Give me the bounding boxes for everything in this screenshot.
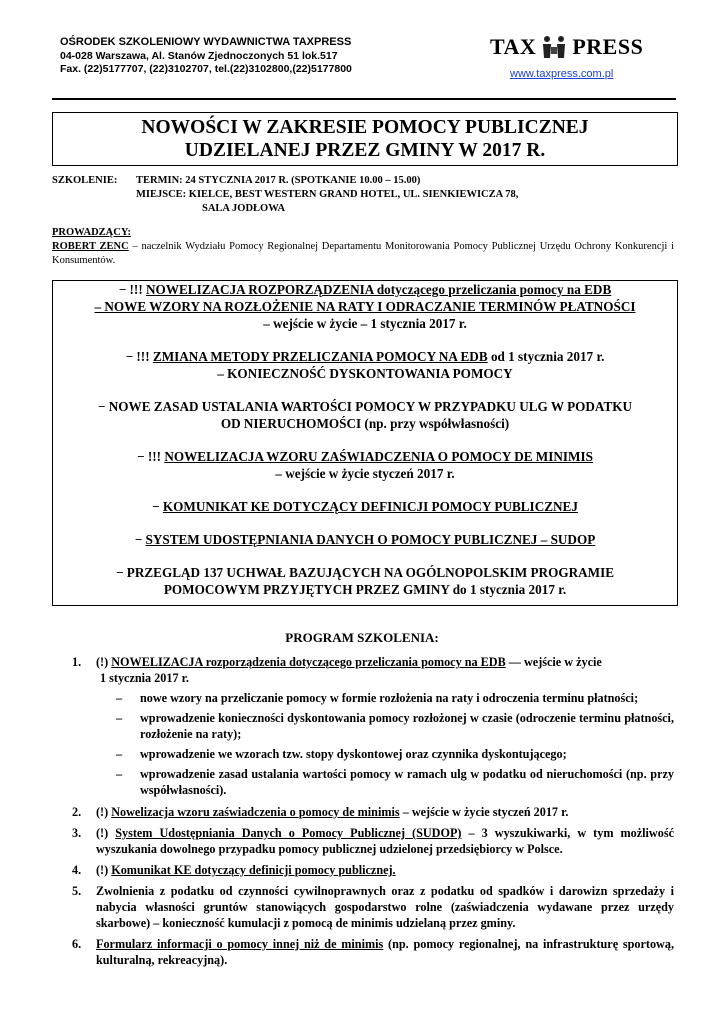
list-item-title: NOWELIZACJA rozporządzenia dotyczącego przeliczania pomocy na EDB (111, 655, 506, 669)
taxpress-logo (490, 34, 643, 60)
highlight-7-line-2: POMOCOWYM PRZYJĘTYCH PRZEZ GMINY do 1 stycznia 2017 r. (163, 582, 567, 597)
list-item-prefix: (!) (96, 805, 112, 819)
list-item-number: 1. (72, 655, 82, 669)
list-item (52, 825, 674, 857)
highlight-4-line-2: – wejście w życie styczeń 2017 r. (275, 466, 455, 481)
logo-emblem-icon (539, 34, 569, 60)
list-item-number: 4. (72, 863, 82, 877)
highlight-2-prefix: − !!! (125, 349, 153, 364)
meta-termin: TERMIN: 24 STYCZNIA 2017 R. (SPOTKANIE 10.00 – 15.00) (136, 175, 421, 186)
meta-miejsce: MIEJSCE: KIELCE, BEST WESTERN GRAND HOTEL, UL. SIENKIEWICZA 78, (136, 189, 519, 200)
list-item-number: 2. (72, 805, 82, 819)
list-item-number: 3. (72, 826, 82, 840)
sub-item-dash: – (116, 767, 123, 781)
title-box (52, 112, 678, 166)
highlight-5-prefix: − (152, 499, 163, 514)
org-address: 04-028 Warszawa, Al. Stanów Zjednoczonych 51 lok.517 (60, 49, 338, 62)
highlight-4-title: NOWELIZACJA WZORU ZAŚWIADCZENIA O POMOCY DE MINIMIS (164, 449, 593, 464)
website-link[interactable]: www.taxpress.com.pl (510, 68, 614, 80)
highlight-1-line-3: – wejście w życie – 1 stycznia 2017 r. (263, 316, 467, 331)
sub-item (52, 766, 674, 798)
logo-text-left: TAX (490, 34, 537, 59)
meta-label: SZKOLENIE: (52, 175, 118, 186)
list-item-prefix: (!) (96, 826, 116, 840)
highlight-7 (53, 564, 677, 598)
header-divider (52, 98, 676, 100)
program-heading: PROGRAM SZKOLENIA: (285, 630, 439, 645)
highlight-2 (53, 348, 677, 382)
sub-item (52, 746, 674, 762)
highlight-2-suffix: od 1 stycznia 2017 r. (487, 349, 605, 364)
list-item-prefix: (!) (96, 655, 112, 669)
list-item-number: 6. (72, 937, 82, 951)
highlight-7-line-1: − PRZEGLĄD 137 UCHWAŁ BAZUJĄCYCH NA OGÓLNOPOLSKIM PROGRAMIE (115, 565, 615, 580)
list-item (52, 936, 674, 968)
trainer-heading: PROWADZĄCY: (52, 227, 131, 238)
trainer-name: ROBERT ZENC (52, 241, 129, 252)
org-name: OŚRODEK SZKOLENIOWY WYDAWNICTWA TAXPRESS (60, 36, 352, 48)
highlight-1 (53, 281, 677, 332)
highlight-6 (53, 531, 677, 548)
trainer-section (52, 226, 674, 268)
list-item-title: Nowelizacja wzoru zaświadczenia o pomocy de minimis (111, 805, 400, 819)
meta-sala: SALA JODŁOWA (202, 203, 286, 214)
highlight-3 (53, 398, 677, 432)
highlight-1-title: NOWELIZACJA ROZPORZĄDZENIA dotyczącego przeliczania pomocy na EDB (146, 282, 612, 297)
list-item-line-2: 1 stycznia 2017 r. (100, 671, 189, 685)
sub-item-text: nowe wzory na przeliczanie pomocy w formie rozłożenia na raty i odroczenia terminu płatności; (140, 691, 639, 705)
sub-item (52, 710, 674, 742)
list-item (52, 862, 674, 878)
list-item (52, 654, 674, 686)
highlight-4-prefix: − !!! (137, 449, 165, 464)
list-item-title: Komunikat KE dotyczący definicji pomocy publicznej. (111, 863, 396, 877)
list-item-number: 5. (72, 884, 82, 898)
list-item (52, 804, 674, 820)
highlight-4 (53, 448, 677, 482)
sub-item-dash: – (116, 691, 123, 705)
logo-text-right: PRESS (572, 34, 644, 59)
sub-item-text: wprowadzenie zasad ustalania wartości pomocy w ramach ulg w podatku od nieruchomości (np. przy współwłasności). (140, 767, 674, 797)
list-item-text: Zwolnienia z podatku od czynności cywilnoprawnych oraz z podatku od spadków i darowizn sprzedaży i nabycia własności gruntów stanowiących gospodarstwo rolne (zaświadczenia wydawane przez urzędy skarbowe) – konieczność kumulacji z pomocą de minimis udzielaną przez gminy. (96, 884, 674, 930)
org-contact: Fax. (22)5177707, (22)3102707, tel.(22)3102800,(22)5177800 (60, 63, 352, 75)
sub-item-dash: – (116, 747, 123, 761)
list-item (52, 883, 674, 931)
title-line-2: UDZIELANEJ PRZEZ GMINY W 2017 R. (184, 140, 546, 161)
sub-item-text: wprowadzenie konieczności dyskontowania pomocy rozłożonej w czasie (odroczenie terminu płatności, rozłożenie na raty); (140, 711, 674, 741)
sub-item (52, 690, 674, 706)
list-item-title: System Udostępniania Danych o Pomocy Publicznej (SUDOP) (115, 826, 462, 840)
highlight-2-line-2: – KONIECZNOŚĆ DYSKONTOWANIA POMOCY (217, 366, 513, 381)
title-line-1: NOWOŚCI W ZAKRESIE POMOCY PUBLICZNEJ (141, 117, 589, 138)
highlight-6-prefix: − (134, 532, 146, 547)
list-item-suffix: (np. pomocy regionalnej, na infrastrukturę sportową, kulturalną, rekreacyjną). (96, 937, 674, 967)
highlight-5-title: KOMUNIKAT KE DOTYCZĄCY DEFINICJI POMOCY PUBLICZNEJ (162, 499, 578, 514)
highlight-1-line-2: – NOWE WZORY NA ROZŁOŻENIE NA RATY I ODRACZANIE TERMINÓW PŁATNOŚCI (94, 299, 636, 314)
sub-item-text: wprowadzenie we wzorach tzw. stopy dyskontowej oraz czynnika dyskontującego; (140, 747, 567, 761)
highlight-1-prefix: − !!! (118, 282, 147, 297)
highlight-5 (53, 498, 677, 515)
list-item-prefix: (!) (96, 863, 112, 877)
list-item-title: Formularz informacji o pomocy innej niż de minimis (96, 937, 384, 951)
highlight-2-title: ZMIANA METODY PRZELICZANIA POMOCY NA EDB (152, 349, 488, 364)
header-block (60, 36, 352, 77)
trainer-role: – naczelnik Wydziału Pomocy Regionalnej Departamentu Monitorowania Pomocy Publicznej Urzędu Ochrony Konkurencji i Konsumentów. (52, 241, 674, 266)
highlights-box (52, 280, 678, 606)
list-item-suffix: – 3 wyszukiwarki, w tym możliwość wyszukania dowolnego przypadku pomocy publicznej udzielonej przedsiębiorcy w Polsce. (96, 826, 674, 856)
highlight-3-line-1: − NOWE ZASAD USTALANIA WARTOŚCI POMOCY W PRZYPADKU ULG W PODATKU (97, 399, 633, 414)
list-item-suffix: — wejście w życie (505, 655, 602, 669)
sub-item-dash: – (116, 711, 123, 725)
program-list (52, 654, 674, 973)
highlight-3-line-2: OD NIERUCHOMOŚCI (np. przy współwłasności) (220, 416, 510, 431)
highlight-6-title: SYSTEM UDOSTĘPNIANIA DANYCH O POMOCY PUBLICZNEJ – SUDOP (145, 532, 596, 547)
trainer-description (52, 240, 674, 268)
list-item-suffix: – wejście w życie styczeń 2017 r. (399, 805, 569, 819)
